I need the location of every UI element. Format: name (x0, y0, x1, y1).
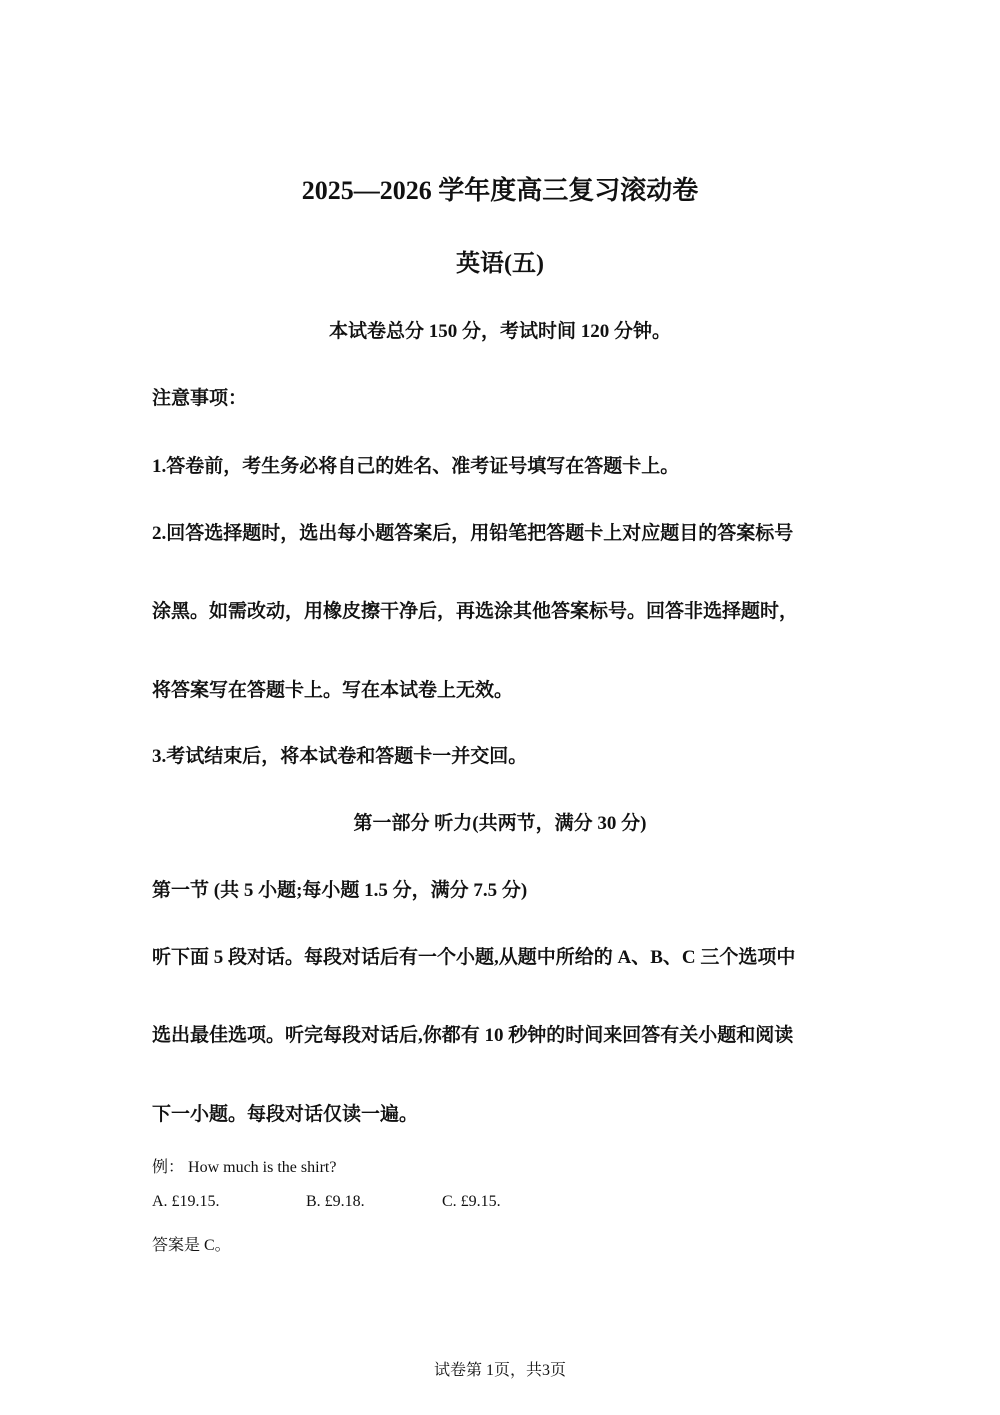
example-option-b: B. £9.18. (306, 1193, 365, 1210)
section1-heading: 第一节 (共 5 小题;每小题 1.5 分，满分 7.5 分) (152, 880, 528, 901)
example-prefix: 例： (152, 1159, 185, 1176)
notice-line-1: 1.答卷前，考生务必将自己的姓名、准考证号填写在答题卡上。 (152, 456, 680, 477)
page-footer: 试卷第 1页，共3页 (433, 1362, 566, 1379)
notice-line-5: 3.考试结束后，将本试卷和答题卡一并交回。 (152, 746, 528, 767)
notice-line-4: 将答案写在答题卡上。写在本试卷上无效。 (152, 680, 514, 701)
notice-line-2: 2.回答选择题时，选出每小题答案后，用铅笔把答题卡上对应题目的答案标号 (152, 523, 794, 544)
instruction-line-2: 选出最佳选项。听完每段对话后,你都有 10 秒钟的时间来回答有关小题和阅读 (152, 1025, 794, 1046)
notice-line-3: 涂黑。如需改动，用橡皮擦干净后，再选涂其他答案标号。回答非选择题时， (152, 601, 799, 622)
exam-subject: 英语(五) (456, 251, 544, 277)
exam-title: 2025—2026 学年度高三复习滚动卷 (301, 176, 699, 205)
example-option-a: A. £19.15. (152, 1193, 220, 1210)
score-info: 本试卷总分 150 分，考试时间 120 分钟。 (328, 321, 671, 342)
example-question (152, 1154, 336, 1177)
part1-heading: 第一部分 听力(共两节，满分 30 分) (353, 813, 647, 834)
instruction-line-3: 下一小题。每段对话仅读一遍。 (152, 1104, 419, 1125)
example-option-c: C. £9.15. (442, 1193, 501, 1210)
example-question-text: How much is the shirt? (188, 1159, 337, 1176)
notice-heading: 注意事项： (152, 388, 248, 409)
instruction-line-1: 听下面 5 段对话。每段对话后有一个小题,从题中所给的 A、B、C 三个选项中 (152, 947, 796, 968)
example-answer: 答案是 C。 (152, 1237, 231, 1254)
